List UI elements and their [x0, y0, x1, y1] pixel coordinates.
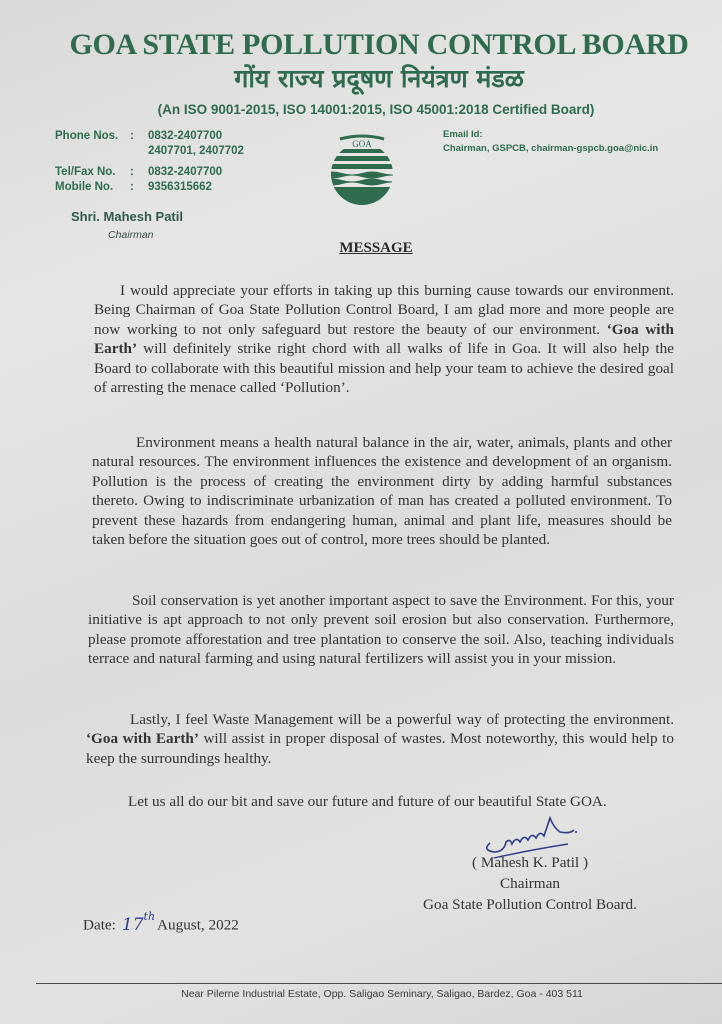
certification-line: (An ISO 9001-2015, ISO 14001:2015, ISO 45001:2018 Certified Board) [157, 102, 595, 117]
email-value: Chairman, GSPCB, chairman-gspcb.goa@nic.in [443, 143, 659, 154]
phone-row-2 [55, 144, 244, 159]
date-month-year: August, 2022 [157, 916, 239, 934]
message-paragraph-4: Lastly, I feel Waste Management will be a powerful way of protecting the environment. ‘Goa with Earth’ will assist in proper disposal of wastes. Most noteworthy, this would help to keep the surroundings healthy. [86, 711, 674, 767]
signatory-title: Chairman [500, 875, 560, 892]
phone-label: Phone Nos. [55, 130, 119, 142]
email-label: Email Id: [443, 129, 483, 140]
mobile-row [55, 180, 244, 195]
telfax-row [55, 165, 244, 180]
phone-value-1: 0832-2407700 [148, 130, 223, 142]
signatory-organization: Goa State Pollution Control Board. [423, 896, 637, 913]
phone-row [55, 129, 244, 144]
organization-title: GOA STATE POLLUTION CONTROL BOARD [69, 28, 689, 61]
mobile-value: 9356315662 [148, 181, 212, 193]
signature-block [380, 852, 680, 915]
phone-value-2: 2407701, 2407702 [148, 145, 244, 157]
campaign-name: ‘Goa with Earth’ [86, 730, 199, 748]
mobile-label: Mobile No. [55, 181, 114, 193]
letter-date [83, 910, 239, 935]
separator: : [130, 166, 134, 178]
campaign-name: ‘Goa with Earth’ [94, 320, 675, 358]
signatory-name: ( Mahesh K. Patil ) [472, 854, 588, 871]
date-label: Date: [83, 916, 116, 934]
logo-text: GOA [352, 139, 372, 149]
footer-divider [36, 983, 722, 984]
chairman-name: Shri. Mahesh Patil [71, 209, 183, 224]
telfax-label: Tel/Fax No. [55, 166, 116, 178]
organization-title-marathi: गोंय राज्य प्रदूषण नियंत्रण मंडळ [234, 64, 524, 93]
date-day-handwritten: 17th [121, 910, 156, 935]
chairman-title: Chairman [108, 229, 154, 241]
message-paragraph-5: Let us all do our bit and save our future and future of our beautiful State GOA. [128, 793, 607, 810]
telfax-value: 0832-2407700 [148, 166, 223, 178]
message-paragraph-3: Soil conservation is yet another important aspect to save the Environment. For this, your initiative is apt approach to not only prevent soil erosion but also conservation. Furthermore, please promote afforestation and tree plantation to conserve the soil. Also, teaching individuals terrace and natural farming and using natural fertilizers will assist you in your mission. [88, 592, 674, 668]
contact-details [55, 129, 244, 195]
footer-address: Near Pilerne Industrial Estate, Opp. Saligao Seminary, Saligao, Bardez, Goa - 403 511 [181, 988, 583, 1000]
separator: : [130, 181, 134, 193]
message-paragraph-2: Environment means a health natural balance in the air, water, animals, plants and other natural resources. The environment influences the existence and development of an organism. Pollution is the process of creating the environment dirty by adding harmful substances thereto. Owing to indiscriminate urbanization of man has created a polluted environment. To prevent these hazards from endangering human, animal and plant life, measures should be taken before the situation goes out of control, more trees should be planted. [92, 434, 672, 549]
message-heading: MESSAGE [339, 240, 413, 256]
separator: : [130, 130, 134, 142]
email-block [443, 128, 658, 156]
gspcb-logo-icon [322, 130, 402, 206]
message-paragraph-1: I would appreciate your efforts in taking up this burning cause towards our environment. Being Chairman of Goa State Pollution Control Board, I am glad more and more people are now working to not only safeguard but restore the beauty of our environment. ‘Goa with Earth’ will definitely strike right chord with all walks of life in Goa. It will also help the Board to collaborate with this beautiful mission and help your team to achieve the desired goal of arresting the menace called ‘Pollution’. [94, 282, 675, 397]
